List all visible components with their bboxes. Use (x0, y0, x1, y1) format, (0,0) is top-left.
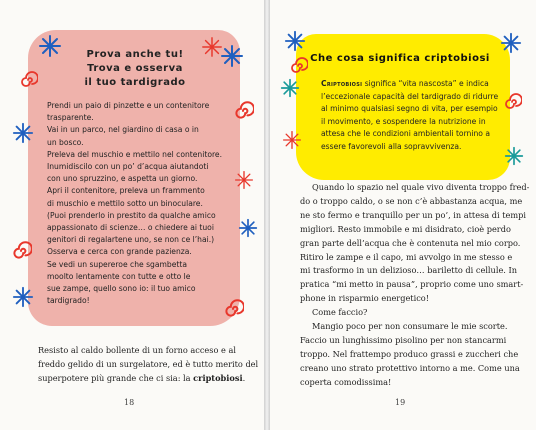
red-swirl-icon (232, 100, 254, 122)
instruction-line: appassionato di scienze… o chiedere ai tuoi (47, 223, 214, 233)
body-line: creano uno strato protettivo intorno a me. Come una (300, 362, 520, 373)
blue-star-icon (38, 34, 62, 58)
red-swirl-icon (288, 56, 308, 76)
instruction-line: un bosco. (47, 137, 84, 147)
instruction-line: con uno spruzzino, e aspetta un giorno. (47, 174, 198, 184)
definition-line: al minimo qualsiasi segno di vita, per esempio (321, 104, 498, 114)
body-line: Quando lo spazio nel quale vivo diventa troppo fred- (312, 182, 530, 192)
blue-star-icon (238, 218, 258, 238)
criptobiosi-term: criptobiosi (193, 372, 243, 383)
definition-text-span: significa “vita nascosta” e indica (362, 79, 489, 88)
instruction-line: (Puoi prenderlo in prestito da qualche amico (47, 210, 216, 220)
definition-line: attesa che le condizioni ambientali tornino a (321, 129, 491, 139)
blue-star-icon (12, 122, 34, 144)
instruction-line: Se vedi un supereroe che sgambetta (47, 259, 188, 269)
activity-title-line: Trova e osserva (87, 63, 183, 74)
definition-line: l’eccezionale capacità del tardigrado di ridurre (321, 91, 499, 101)
definition-line: il movimento, e sospendere la nutrizione in (321, 116, 486, 126)
page-number-right: 19 (395, 398, 406, 407)
instruction-line: Osserva e cerca con grande pazienza. (47, 247, 192, 257)
definition-term: Criptobiosi (321, 79, 363, 88)
body-text: superpotere più grande che ci sia: la (38, 372, 194, 383)
body-line: do o troppo caldo, o se non c’è abbastanza acqua, me (300, 195, 523, 206)
red-star-icon (234, 170, 254, 190)
body-line: gran parte dell’acqua che è contenuta nel mio corpo. (300, 237, 521, 248)
instruction-line: Prendi un paio di pinzette e un contenitore (47, 101, 210, 110)
body-line: Mangio poco per non consumare le mie scorte. (312, 321, 508, 332)
instruction-line: tardigrado! (47, 296, 90, 306)
instruction-line: Vai in un parco, nel giardino di casa o in (47, 125, 199, 135)
body-line: phone in risparmio energetico! (300, 293, 430, 304)
instruction-line: genitori di regalartene uno, se non ce l’hai.) (47, 235, 215, 245)
blue-star-icon (284, 30, 306, 52)
definition-line: essere favorevoli alla sopravvivenza. (321, 141, 462, 151)
blue-star-icon (220, 44, 244, 68)
activity-title-line: il tuo tardigrado (84, 77, 186, 88)
page-number-left: 18 (124, 398, 135, 407)
body-line: Faccio un lunghissimo pisolino per non stancarmi (300, 334, 507, 345)
red-swirl-icon (222, 298, 244, 320)
body-line: Ritiro le zampe e il capo, mi avvolgo in me stesso e (300, 251, 513, 262)
body-line: migliori. Resto immobile e mi disidrato, cioè perdo (300, 223, 511, 234)
body-line: troppo. Nel frattempo produco grassi e zuccheri che (300, 348, 519, 359)
red-star-icon (282, 130, 302, 150)
blue-star-icon (500, 32, 522, 54)
instruction-line: Preleva del muschio e mettilo nel contenitore. (47, 149, 223, 159)
activity-box-title (55, 48, 215, 90)
activity-instructions (47, 100, 237, 307)
teal-star-icon (280, 78, 300, 98)
right-body-paragraph (300, 181, 530, 390)
teal-star-icon (504, 146, 524, 166)
instruction-line: trasparente. (47, 113, 94, 123)
instruction-line: di muschio e mettilo sotto un binoculare. (47, 198, 203, 208)
instruction-line: moolto lentamente con tutte e otto le (47, 271, 191, 281)
body-line: coperta comodissima! (300, 376, 392, 387)
body-line: mi trasformo in un delizioso… bariletto di cellule. In (300, 265, 518, 276)
instruction-line: Inumidiscilo con un po’ d’acqua aiutandoti (47, 162, 209, 172)
activity-title-line: Prova anche tu! (86, 49, 184, 60)
body-line: freddo gelido di un surgelatore, ed è tutto merito del (38, 358, 259, 369)
body-line: pratica “mi metto in pausa”, proprio come uno smart- (300, 279, 524, 290)
instruction-line: sue zampe, quello sono io: il tuo amico (47, 284, 196, 294)
left-body-paragraph (38, 344, 259, 386)
body-line: Come faccio? (312, 307, 368, 318)
red-swirl-icon (10, 240, 32, 262)
instruction-line: Apri il contenitore, preleva un frammento (47, 186, 205, 196)
body-line: Resisto al caldo bollente di un forno acceso e al (38, 345, 236, 355)
red-swirl-icon (502, 92, 522, 112)
blue-star-icon (12, 286, 34, 308)
red-swirl-icon (18, 70, 38, 90)
definition-line (321, 78, 501, 91)
definition-box-title: Che cosa significa criptobiosi (310, 53, 490, 64)
definition-text (321, 78, 501, 154)
body-text: . (242, 372, 246, 383)
body-line (38, 372, 246, 386)
body-line: ne sto fermo e tranquillo per un po’, in attesa di tempi (300, 209, 526, 220)
